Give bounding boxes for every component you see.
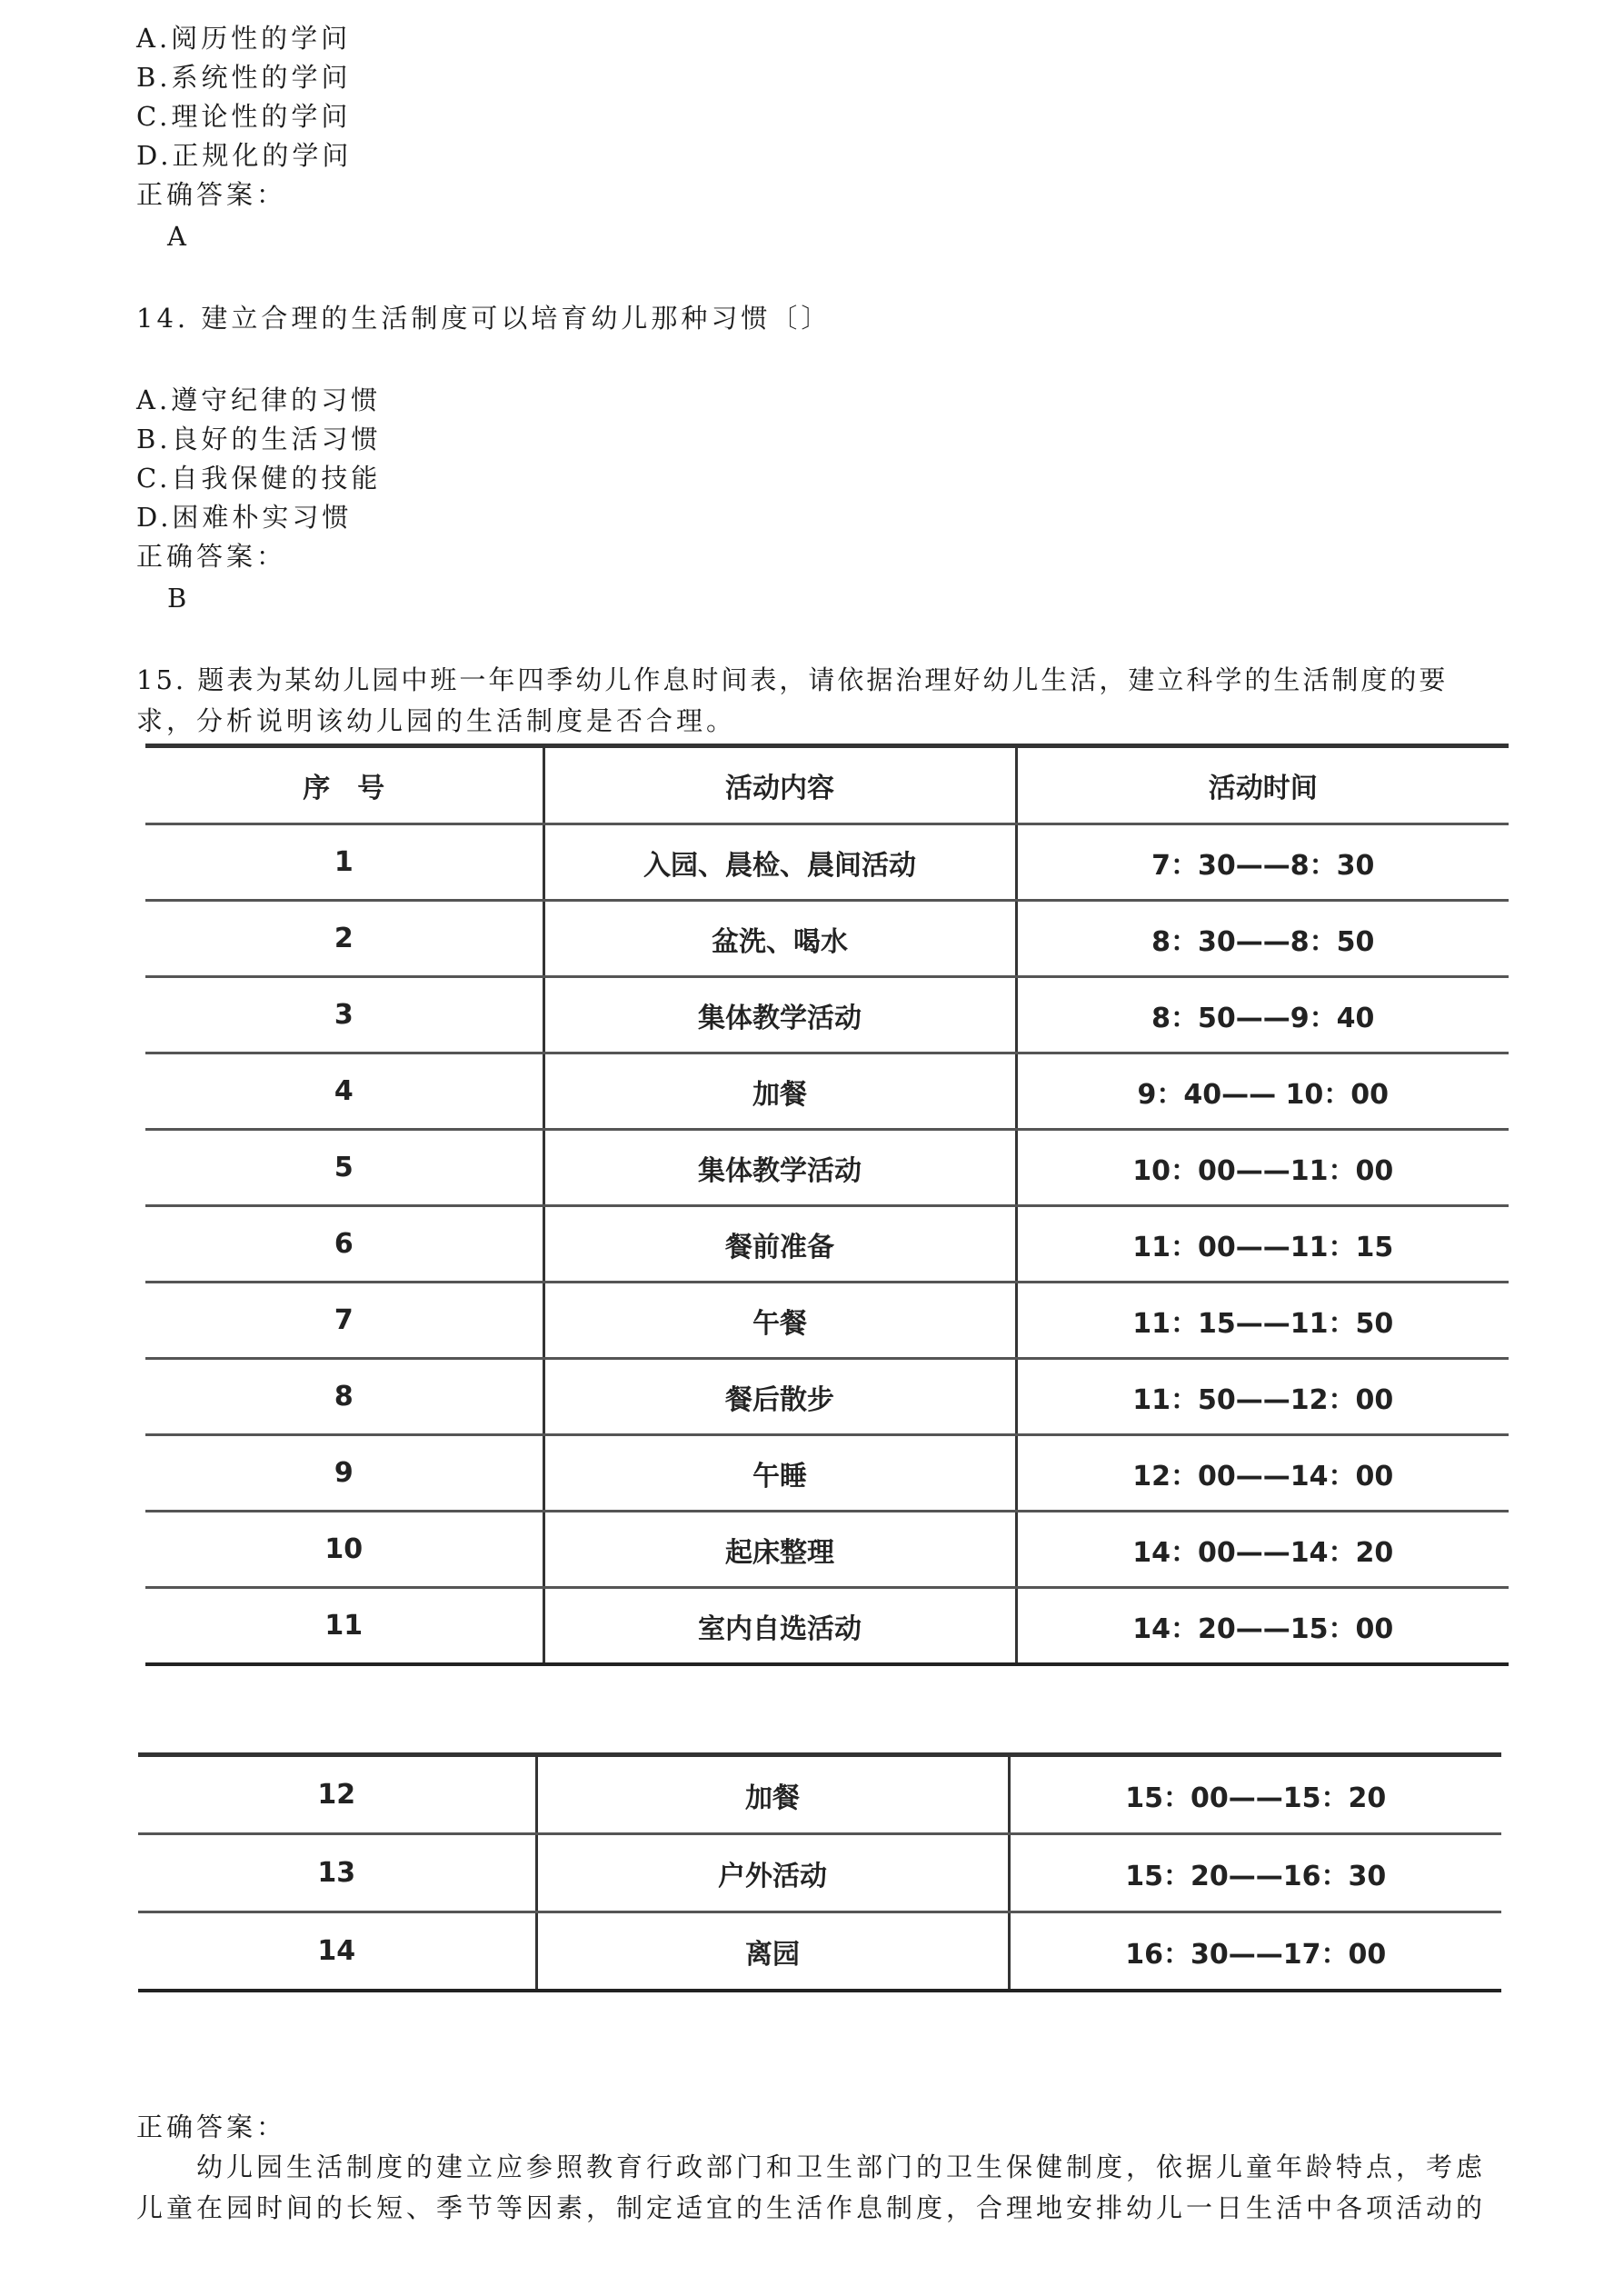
q15-question-line2: 求，分析说明该幼儿园的生活制度是否合理。: [136, 705, 737, 736]
table-row: [145, 1512, 1509, 1588]
table-row: [145, 1435, 1509, 1512]
cell-index: 6: [145, 1206, 543, 1283]
table-row: [145, 824, 1509, 901]
cell-index: 13: [138, 1834, 536, 1912]
cell-time: 14：20——15：00: [1016, 1588, 1509, 1665]
table-row: [138, 1755, 1501, 1834]
cell-activity: 加餐: [536, 1755, 1009, 1834]
cell-activity: 集体教学活动: [543, 977, 1016, 1053]
q13-answer-label: 正确答案：: [136, 179, 287, 210]
q15-answer-body: 幼儿园生活制度的建立应参照教育行政部门和卫生部门的卫生保健制度，依据儿童年龄特点，考虑儿童在园时间的长短、季节等因素，制定适宜的生活作息制度，合理地安排幼儿一日生活中各项活动的: [136, 2151, 1487, 2223]
cell-time: 14：00——14：20: [1016, 1512, 1509, 1588]
cell-time: 9：40—— 10：00: [1016, 1053, 1509, 1130]
q15-answer-text: [136, 2147, 1499, 2229]
q15-answer-label: 正确答案：: [136, 2111, 287, 2142]
table-row: [138, 1834, 1501, 1912]
cell-index: 序 号: [145, 746, 543, 824]
table-row: [138, 1912, 1501, 1992]
cell-time: 12：00——14：00: [1016, 1435, 1509, 1512]
q15-question-line1: 15. 题表为某幼儿园中班一年四季幼儿作息时间表，请依据治理好幼儿生活，建立科学的生活制度的要: [136, 664, 1449, 695]
cell-activity: 起床整理: [543, 1512, 1016, 1588]
q13-option-c: C.理论性的学问: [136, 101, 352, 132]
q14-answer: B: [167, 583, 187, 614]
cell-time: 11：15——11：50: [1016, 1283, 1509, 1359]
cell-index: 14: [138, 1912, 536, 1992]
table-row: [145, 1359, 1509, 1435]
cell-activity: 餐前准备: [543, 1206, 1016, 1283]
cell-activity: 集体教学活动: [543, 1130, 1016, 1206]
table-row: [145, 1283, 1509, 1359]
table-row: [145, 1130, 1509, 1206]
cell-activity: 户外活动: [536, 1834, 1009, 1912]
q13-option-b: B.系统性的学问: [136, 62, 352, 93]
table-row: [145, 977, 1509, 1053]
cell-index: 4: [145, 1053, 543, 1130]
cell-index: 12: [138, 1755, 536, 1834]
cell-index: 5: [145, 1130, 543, 1206]
cell-activity: 盆洗、喝水: [543, 901, 1016, 977]
table-row: [145, 1053, 1509, 1130]
cell-activity: 入园、晨检、晨间活动: [543, 824, 1016, 901]
cell-time: 15：00——15：20: [1009, 1755, 1501, 1834]
cell-activity: 离园: [536, 1912, 1009, 1992]
cell-index: 3: [145, 977, 543, 1053]
cell-time: 8：50——9：40: [1016, 977, 1509, 1053]
cell-time: 活动时间: [1016, 746, 1509, 824]
cell-index: 9: [145, 1435, 543, 1512]
q13-option-a: A.阅历性的学问: [136, 23, 352, 54]
cell-activity: 室内自选活动: [543, 1588, 1016, 1665]
table-row: [145, 1206, 1509, 1283]
cell-index: 2: [145, 901, 543, 977]
q14-option-a: A.遵守纪律的习惯: [136, 384, 382, 415]
schedule-table: [145, 744, 1509, 1666]
cell-activity: 加餐: [543, 1053, 1016, 1130]
cell-index: 8: [145, 1359, 543, 1435]
q14-question: 14. 建立合理的生活制度可以培育幼儿那种习惯〔〕: [136, 303, 832, 334]
table-row: [145, 901, 1509, 977]
cell-activity: 活动内容: [543, 746, 1016, 824]
cell-time: 8：30——8：50: [1016, 901, 1509, 977]
cell-index: 11: [145, 1588, 543, 1665]
q14-option-c: C.自我保健的技能: [136, 463, 382, 494]
q14-answer-label: 正确答案：: [136, 541, 287, 572]
cell-time: 11：00——11：15: [1016, 1206, 1509, 1283]
table-row: [145, 1588, 1509, 1665]
cell-activity: 餐后散步: [543, 1359, 1016, 1435]
q14-option-d: D.困难朴实习惯: [136, 502, 353, 533]
table-header-row: [145, 746, 1509, 824]
cell-time: 10：00——11：00: [1016, 1130, 1509, 1206]
cell-activity: 午餐: [543, 1283, 1016, 1359]
cell-time: 16：30——17：00: [1009, 1912, 1501, 1992]
q13-answer: A: [167, 221, 186, 252]
cell-time: 11：50——12：00: [1016, 1359, 1509, 1435]
cell-time: 7：30——8：30: [1016, 824, 1509, 901]
cell-time: 15：20——16：30: [1009, 1834, 1501, 1912]
cell-activity: 午睡: [543, 1435, 1016, 1512]
schedule-table-continued: [138, 1752, 1501, 1992]
q14-option-b: B.良好的生活习惯: [136, 424, 382, 454]
cell-index: 10: [145, 1512, 543, 1588]
q13-option-d: D.正规化的学问: [136, 140, 353, 171]
cell-index: 7: [145, 1283, 543, 1359]
cell-index: 1: [145, 824, 543, 901]
